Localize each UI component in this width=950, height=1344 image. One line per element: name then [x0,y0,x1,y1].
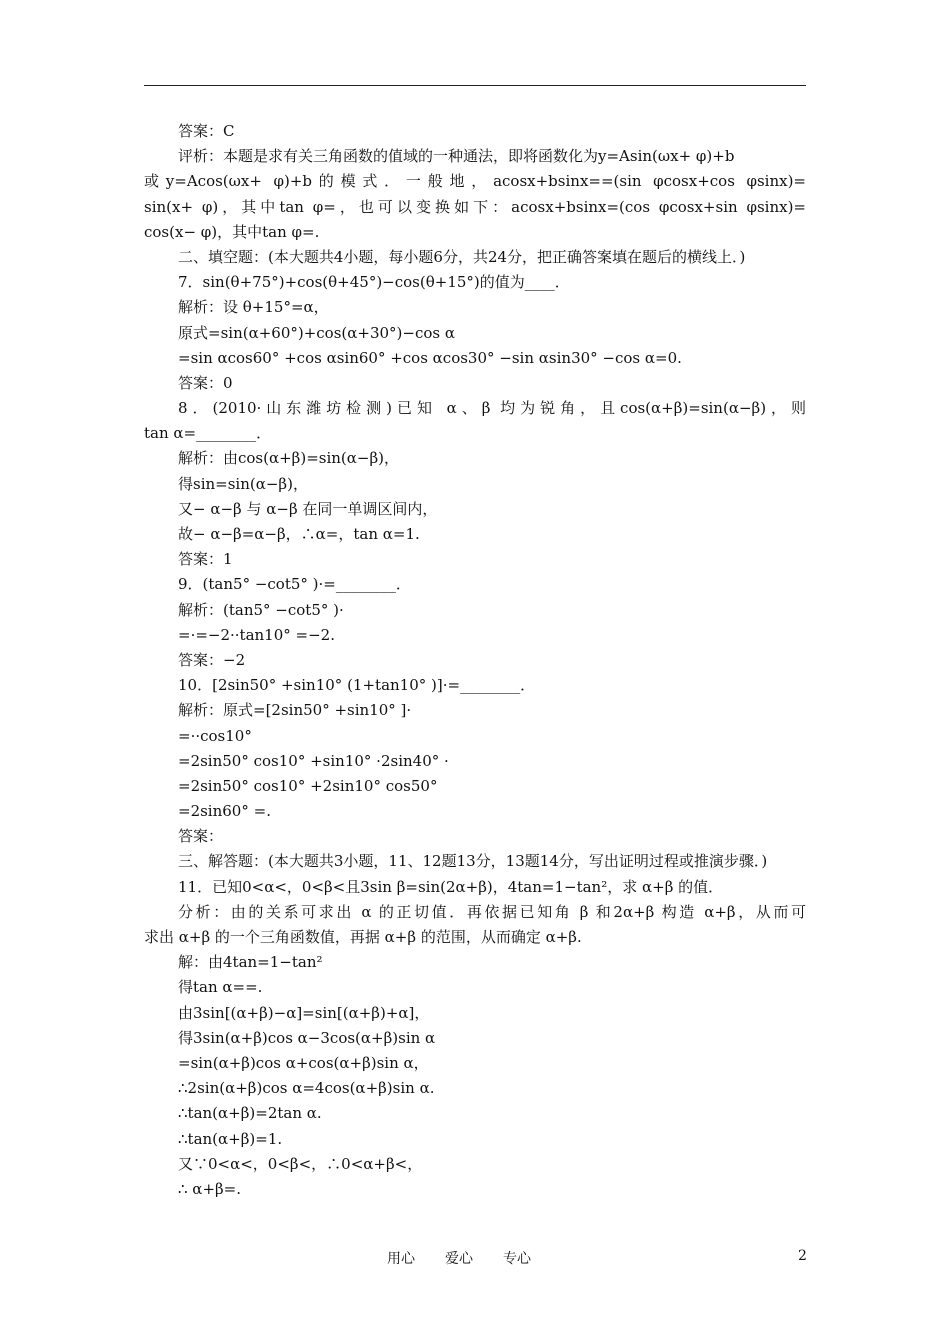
footer-motto-1: 用心 [387,1251,415,1267]
text-line: =2sin50° cos10° +2sin10° cos50° [178,776,438,795]
text-line: 三、解答题：(本大题共3小题，11、12题13分，13题14分，写出证明过程或推演步骤．) [178,852,768,871]
text-line: 10．[2sin50° +sin10° (1+tan10° )]·=________． [178,676,536,695]
text-line: 解析：由cos(α+β)=sin(α−β)， [178,449,400,468]
text-line: 答案：0 [178,373,233,392]
text-line: 解析：原式=[2sin50° +sin10° ]· [178,701,412,720]
text-line: =·=−2··tan10° =−2. [178,625,335,644]
text-line: 解析：(tan5° −cot5° )· [178,600,344,619]
header-rule [144,85,806,86]
text-line: =sin αcos60° +cos αsin60° +cos αcos30° −sin αsin30° −cos α=0. [178,348,682,367]
footer-motto-2: 爱心 [445,1251,473,1267]
text-line: ∴ α+β=. [178,1179,242,1198]
text-line: cos(x− φ)，其中tan φ=. [144,222,320,241]
text-line: 得tan α==. [178,978,263,997]
text-line: 求出 α+β 的一个三角函数值，再据 α+β 的范围，从而确定 α+β. [144,928,582,946]
text-line: 又∵0<α<，0<β<，∴0<α+β<， [178,1154,423,1173]
text-line: ∴tan(α+β)=1. [178,1129,283,1148]
text-line: 原式=sin(α+60°)+cos(α+30°)−cos α [178,323,455,342]
page-number: 2 [798,1248,807,1264]
text-line: sin(x+ φ)，其中tan φ=，也可以变换如下：acosx+bsinx=(cos φcosx+sin φsinx)= [144,197,806,216]
text-line: 得sin=sin(α−β)， [178,474,308,493]
text-line: 或y=Acos(ωx+ φ)+b的模式．一般地，acosx+bsinx==(sin φcosx+cos φsinx)= [144,172,806,191]
text-line: 答案：1 [178,550,233,569]
text-line: 故− α−β=α−β，∴α=，tan α=1. [178,525,420,543]
text-line: 二、填空题：(本大题共4小题，每小题6分，共24分，把正确答案填在题后的横线上．) [178,247,746,266]
text-line: 答案：C [178,122,235,140]
text-line: 答案： [178,827,224,846]
text-line: 9．(tan5° −cot5° )·=________． [178,575,411,594]
text-line: 得3sin(α+β)cos α−3cos(α+β)sin α [178,1028,436,1047]
text-line: =··cos10° [178,726,252,745]
text-line: ∴2sin(α+β)cos α=4cos(α+β)sin α. [178,1079,435,1098]
text-line: 评析：本题是求有关三角函数的值域的一种通法，即将函数化为y=Asin(ωx+ φ)+b [178,147,735,166]
text-line: =2sin50° cos10° +sin10° ·2sin40° · [178,751,449,770]
footer-motto-3: 专心 [503,1251,531,1267]
text-line: 11．已知0<α<，0<β<且3sin β=sin(2α+β)，4tan=1−tan²，求 α+β 的值． [178,877,724,896]
text-line: 8．(2010·山东潍坊检测)已知 α、β 均为锐角，且cos(α+β)=sin(α−β)，则 [178,399,806,418]
text-line: 答案：−2 [178,650,246,669]
text-line: 解析：设 θ+15°=α， [178,298,329,317]
text-line: ∴tan(α+β)=2tan α. [178,1104,322,1123]
text-line: =2sin60° =. [178,802,271,821]
text-line: 分析：由的关系可求出 α 的正切值．再依据已知角 β 和2α+β 构造 α+β，从而可 [178,902,806,921]
text-line: tan α=________． [144,424,272,443]
document-body [144,119,806,1202]
text-line: 7．sin(θ+75°)+cos(θ+45°)−cos(θ+15°)的值为____． [178,273,570,292]
text-line: 由3sin[(α+β)−α]=sin[(α+β)+α]， [178,1003,430,1022]
text-line: 又− α−β 与 α−β 在同一单调区间内， [178,499,438,518]
text-line: 解：由4tan=1−tan² [178,953,323,972]
text-line: =sin(α+β)cos α+cos(α+β)sin α， [178,1053,429,1072]
footer-motto [387,1248,561,1268]
